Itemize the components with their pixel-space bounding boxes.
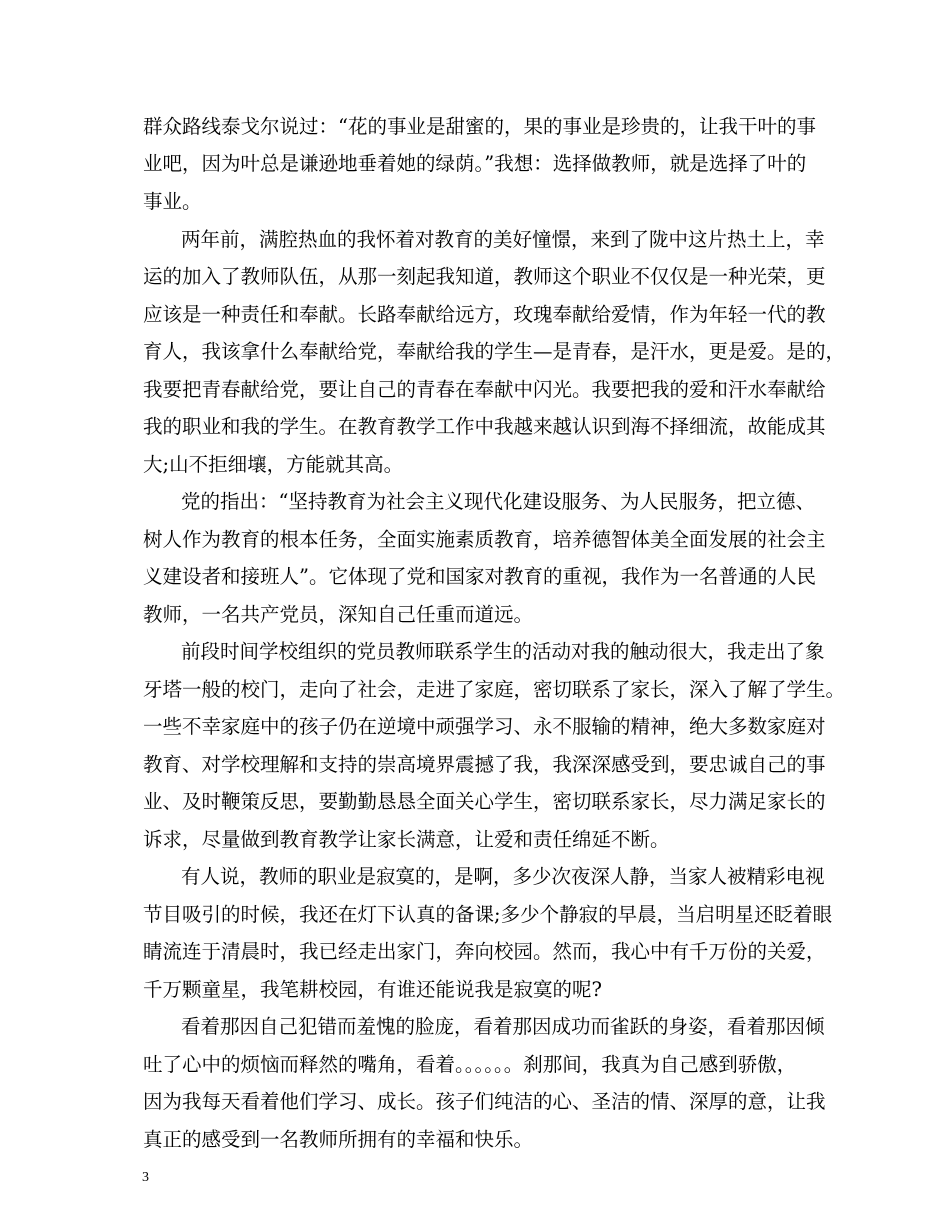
text-line: 运的加入了教师队伍，从那一刻起我知道，教师这个职业不仅仅是一种光荣，更	[143, 265, 826, 288]
page-number: 3	[142, 1170, 149, 1185]
text-line: 业、及时鞭策反思，要勤勤恳恳全面关心学生，密切联系家长，尽力满足家长的	[143, 790, 826, 813]
text-line: 育人，我该拿什么奉献给党，奉献给我的学生—是青春，是汗水，更是爱。是的，	[143, 340, 846, 363]
text-line: 千万颗童星，我笔耕校园，有谁还能说我是寂寞的呢?	[143, 978, 602, 1001]
text-line: 党的指出：“坚持教育为社会主义现代化建设服务、为人民服务，把立德、	[181, 490, 815, 513]
text-line: 两年前，满腔热血的我怀着对教育的美好憧憬，来到了陇中这片热土上，幸	[181, 228, 825, 251]
text-line: 真正的感受到一名教师所拥有的幸福和快乐。	[143, 1128, 534, 1151]
text-line: 吐了心中的烦恼而释然的嘴角，看着。。。。。。刹那间，我真为自己感到骄傲，	[143, 1053, 797, 1076]
text-line: 因为我每天看着他们学习、成长。孩子们纯洁的心、圣洁的情、深厚的意，让我	[143, 1090, 826, 1113]
text-line: 业吧，因为叶总是谦逊地垂着她的绿荫。”我想：选择做教师，就是选择了叶的	[143, 152, 807, 175]
text-line: 教师，一名共产党员，深知自己任重而道远。	[143, 603, 534, 626]
text-line: 义建设者和接班人”。它体现了党和国家对教育的重视，我作为一名普通的人民	[143, 565, 816, 588]
text-line: 群众路线泰戈尔说过：“花的事业是甜蜜的，果的事业是珍贵的，让我干叶的事	[143, 115, 816, 138]
text-line: 一些不幸家庭中的孩子仍在逆境中顽强学习、永不服输的精神，绝大多数家庭对	[143, 715, 826, 738]
text-line: 大;山不拒细壤，方能就其高。	[143, 453, 404, 476]
text-line: 应该是一种责任和奉献。长路奉献给远方，玫瑰奉献给爱情，作为年轻一代的教	[143, 303, 826, 326]
text-line: 看着那因自己犯错而羞愧的脸庞，看着那因成功而雀跃的身姿，看着那因倾	[181, 1015, 825, 1038]
text-line: 睛流连于清晨时，我已经走出家门，奔向校园。然而，我心中有千万份的关爱，	[143, 940, 826, 963]
text-line: 诉求，尽量做到教育教学让家长满意，让爱和责任绵延不断。	[143, 828, 670, 851]
text-line: 我要把青春献给党，要让自己的青春在奉献中闪光。我要把我的爱和汗水奉献给	[143, 378, 826, 401]
text-line: 我的职业和我的学生。在教育教学工作中我越来越认识到海不择细流，故能成其	[143, 415, 826, 438]
text-line: 节目吸引的时候，我还在灯下认真的备课;多少个静寂的早晨，当启明星还眨着眼	[143, 903, 833, 926]
text-line: 教育、对学校理解和支持的崇高境界震撼了我，我深深感受到，要忠诚自己的事	[143, 753, 826, 776]
text-line: 前段时间学校组织的党员教师联系学生的活动对我的触动很大，我走出了象	[181, 640, 825, 663]
text-line: 有人说，教师的职业是寂寞的，是啊，多少次夜深人静，当家人被精彩电视	[181, 865, 825, 888]
text-line: 牙塔一般的校门，走向了社会，走进了家庭，密切联系了家长，深入了解了学生。	[143, 678, 846, 701]
text-line: 树人作为教育的根本任务，全面实施素质教育，培养德智体美全面发展的社会主	[143, 528, 826, 551]
text-line: 事业。	[143, 190, 202, 213]
